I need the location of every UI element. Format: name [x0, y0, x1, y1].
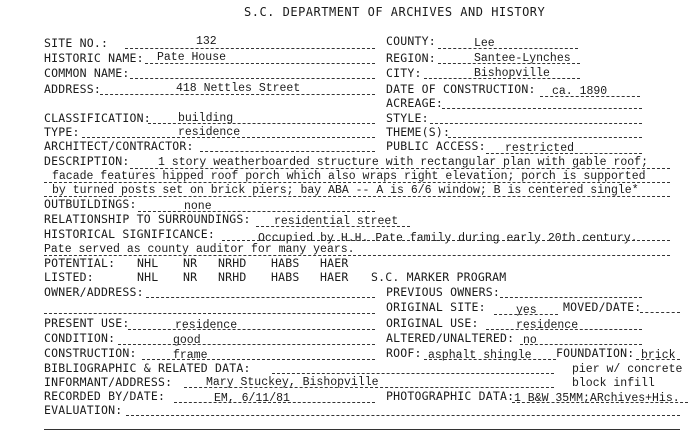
- foundation-value-1: brick: [641, 349, 676, 362]
- relationship-line: [256, 226, 410, 227]
- previous-owners-label: PREVIOUS OWNERS:: [386, 285, 500, 299]
- description-line-2: facade features hipped roof porch which also wraps right elevation; porch is supported: [52, 170, 646, 183]
- listed-haer: HAER: [320, 270, 349, 284]
- photo-value: 1 B&W 35MM;ARchives+His.: [514, 392, 680, 405]
- present-use-value: residence: [175, 319, 238, 332]
- moved-line: [640, 312, 680, 313]
- style-label: STYLE:: [386, 111, 429, 125]
- foundation-label: FOUNDATION:: [556, 346, 635, 360]
- address-value: 418 Nettles Street: [176, 82, 301, 95]
- architect-line: [200, 151, 375, 152]
- present-use-line: [128, 329, 375, 330]
- type-value: residence: [178, 126, 241, 139]
- relationship-value: residential street: [274, 215, 399, 228]
- region-line: [438, 63, 580, 64]
- photo-label: PHOTOGRAPHIC DATA:: [386, 389, 515, 403]
- owner-line: [146, 297, 375, 298]
- informant-label: INFORMANT/ADDRESS:: [44, 375, 173, 389]
- page-title: S.C. DEPARTMENT OF ARCHIVES AND HISTORY: [244, 5, 546, 19]
- potential-habs: HABS: [271, 256, 300, 270]
- original-use-label: ORIGINAL USE:: [386, 316, 479, 330]
- date-value: ca. 1890: [552, 85, 608, 98]
- common-name-label: COMMON NAME:: [44, 66, 130, 80]
- relationship-label: RELATIONSHIP TO SURROUNDINGS:: [44, 212, 251, 226]
- biblio-label: BIBLIOGRAPHIC & RELATED DATA:: [44, 361, 251, 375]
- original-site-line: [494, 314, 558, 315]
- architect-label: ARCHITECT/CONTRACTOR:: [44, 139, 194, 153]
- public-access-line: [486, 153, 642, 154]
- recorded-label: RECORDED BY/DATE:: [44, 389, 166, 403]
- classification-label: CLASSIFICATION:: [44, 111, 151, 125]
- outbuildings-value: none: [184, 200, 212, 213]
- style-line: [430, 123, 642, 124]
- evaluation-line: [126, 415, 680, 416]
- roof-value: asphalt shingle: [428, 349, 532, 362]
- significance-underline: [222, 240, 670, 241]
- region-label: REGION:: [386, 51, 436, 65]
- biblio-line: [272, 373, 554, 374]
- description-label: DESCRIPTION:: [44, 154, 130, 168]
- recorded-value: EM, 6/11/81: [214, 392, 290, 405]
- historic-name-label: HISTORIC NAME:: [44, 51, 144, 65]
- potential-nrhd: NRHD: [218, 256, 247, 270]
- marker-program-label: S.C. MARKER PROGRAM: [371, 270, 507, 284]
- construction-value: frame: [173, 349, 208, 362]
- informant-value: Mary Stuckey, Bishopville: [206, 376, 379, 389]
- historic-name-value: Pate House: [157, 51, 227, 64]
- potential-haer: HAER: [320, 256, 349, 270]
- original-use-line: [486, 329, 642, 330]
- moved-label: MOVED/DATE:: [563, 300, 642, 314]
- significance-line-1: Occupied by H.H. Pate family during early 20th century.: [258, 232, 638, 245]
- altered-value: no: [523, 334, 537, 347]
- historic-name-line: [145, 63, 375, 64]
- date-line: [540, 96, 640, 97]
- condition-line: [118, 344, 375, 345]
- city-value: Bishopville: [474, 67, 550, 80]
- foundation-value-2: pier w/ concrete: [572, 363, 683, 376]
- bottom-rule: [44, 429, 680, 430]
- informant-line: [184, 387, 554, 388]
- county-value: Lee: [474, 37, 495, 50]
- listed-nr: NR: [183, 270, 198, 284]
- public-access-label: PUBLIC ACCESS:: [386, 139, 486, 153]
- roof-label: ROOF:: [386, 346, 422, 360]
- site-no-label: SITE NO.:: [44, 36, 109, 50]
- county-label: COUNTY:: [386, 34, 436, 48]
- description-underline-1: [130, 168, 670, 169]
- date-label: DATE OF CONSTRUCTION:: [386, 82, 536, 96]
- address-label: ADDRESS:: [44, 82, 101, 96]
- owner-label: OWNER/ADDRESS:: [44, 285, 144, 299]
- foundation-value-3: block infill: [572, 377, 655, 390]
- photo-line: [512, 402, 688, 403]
- acreage-line: [442, 108, 642, 109]
- original-use-value: residence: [516, 319, 579, 332]
- present-use-label: PRESENT USE:: [44, 316, 130, 330]
- type-label: TYPE:: [44, 125, 80, 139]
- common-name-line: [130, 78, 375, 79]
- construction-label: CONSTRUCTION:: [44, 346, 137, 360]
- evaluation-label: EVALUATION:: [44, 403, 123, 417]
- description-line-1: 1 story weatherboarded structure with rectangular plan with gable roof;: [158, 156, 648, 169]
- significance-line-2: Pate served as county auditor for many years.: [44, 243, 355, 256]
- public-access-value: restricted: [505, 142, 575, 155]
- acreage-label: ACREAGE:: [386, 96, 443, 110]
- owner-line-2: [44, 313, 375, 314]
- foundation-line: [636, 359, 680, 360]
- type-line: [82, 137, 375, 138]
- county-line: [438, 48, 578, 49]
- potential-label: POTENTIAL:: [44, 256, 116, 270]
- themes-label: THEME(S):: [386, 125, 451, 139]
- condition-value: good: [173, 334, 201, 347]
- description-underline-3: [44, 196, 670, 197]
- city-label: CITY:: [386, 66, 422, 80]
- roof-line: [424, 359, 556, 360]
- original-site-value: yes: [516, 304, 537, 317]
- listed-nrhd: NRHD: [218, 270, 247, 284]
- themes-line: [448, 137, 642, 138]
- listed-nhl: NHL: [137, 270, 159, 284]
- construction-line: [142, 359, 375, 360]
- listed-habs: HABS: [271, 270, 300, 284]
- condition-label: CONDITION:: [44, 331, 116, 345]
- description-underline-2: [44, 182, 670, 183]
- potential-nr: NR: [183, 256, 198, 270]
- site-no-value: 132: [196, 35, 217, 48]
- classification-line: [148, 123, 375, 124]
- original-site-label: ORIGINAL SITE:: [386, 300, 486, 314]
- altered-line: [520, 344, 642, 345]
- potential-nhl: NHL: [137, 256, 159, 270]
- altered-label: ALTERED/UNALTERED:: [386, 331, 515, 345]
- classification-value: building: [178, 112, 234, 125]
- outbuildings-label: OUTBUILDINGS:: [44, 197, 137, 211]
- city-line: [424, 78, 580, 79]
- significance-label: HISTORICAL SIGNIFICANCE:: [44, 227, 215, 241]
- region-value: Santee-Lynches: [474, 52, 571, 65]
- listed-label: LISTED:: [44, 270, 94, 284]
- previous-owners-line: [500, 297, 642, 298]
- recorded-line: [174, 402, 375, 403]
- site-no-line: [125, 48, 375, 49]
- description-line-3: by turned posts set on brick piers; bay ABA -- A is 6/6 window; B is centered single*: [52, 184, 639, 197]
- address-line: [100, 94, 375, 95]
